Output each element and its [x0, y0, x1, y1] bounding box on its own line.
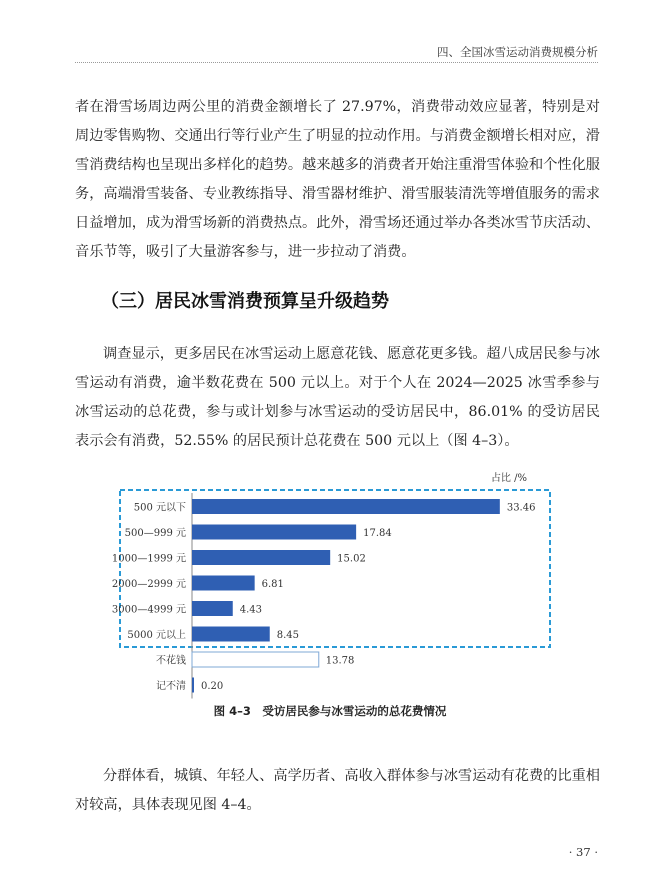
section-title: （三）居民冰雪消费预算呈升级趋势	[101, 291, 389, 312]
category-label: 500—999 元	[124, 528, 186, 539]
bar	[192, 576, 255, 591]
bar	[192, 601, 233, 616]
unit-label: 占比 /%	[490, 473, 527, 484]
value-label: 4.43	[239, 604, 263, 616]
body-paragraph-3: 分群体看，城镇、年轻人、高学历者、高收入群体参与冰雪运动有花费的比重相对较高，具体表现见图 4–4。	[75, 768, 600, 813]
body-paragraph-2: 调查显示，更多居民在冰雪运动上愿意花钱、愿意花更多钱。超八成居民参与冰雪运动有消费，逾半数花费在 500 元以上。对于个人在 2024—2025 冰雪季参与冰雪运动的总花费，参与或计划参与冰雪运动的受访居民中，86.01% 的受访居民表示会有消费，52.55% 的居民预计总花费在 500 元以上（图 4–3）。	[75, 346, 600, 449]
category-label: 1000—1999 元	[111, 553, 186, 565]
category-label: 不花钱	[156, 655, 186, 667]
bar	[192, 678, 194, 693]
category-label: 3000—4999 元	[111, 604, 186, 616]
header-title: 四、全国冰雪运动消费规模分析	[437, 45, 598, 59]
value-label: 8.45	[276, 630, 300, 641]
bar	[192, 499, 500, 514]
figure-caption: 图 4–3 受访居民参与冰雪运动的总花费情况	[213, 704, 447, 718]
body-paragraph-1: 者在滑雪场周边两公里的消费金额增长了 27.97%，消费带动效应显著，特别是对周边零售购物、交通出行等行业产生了明显的拉动作用。与消费金额增长相对应，滑雪消费结构也呈现出多样化的趋势。越来越多的消费者开始注重滑雪体验和个性化服务，高端滑雪装备、专业教练指导、滑雪器材维护、滑雪服装清洗等增值服务的需求日益增加，成为滑雪场新的消费热点。此外，滑雪场还通过举办各类冰雪节庆活动、音乐节等，吸引了大量游客参与，进一步拉动了消费。	[75, 99, 600, 260]
value-label: 6.81	[261, 579, 284, 590]
page-number: · 37 ·	[568, 845, 598, 859]
bar	[192, 525, 356, 540]
bar	[192, 652, 319, 667]
value-label: 0.20	[201, 681, 224, 692]
category-label: 500 元以下	[133, 502, 186, 514]
category-label: 记不清	[156, 681, 186, 692]
value-label: 13.78	[325, 655, 355, 667]
category-label: 5000 元以上	[127, 630, 186, 641]
category-label: 2000—2999 元	[111, 579, 186, 590]
value-label: 33.46	[506, 502, 536, 514]
bar	[192, 627, 270, 642]
value-label: 17.84	[363, 528, 392, 539]
bar	[192, 550, 330, 565]
value-label: 15.02	[337, 553, 366, 565]
